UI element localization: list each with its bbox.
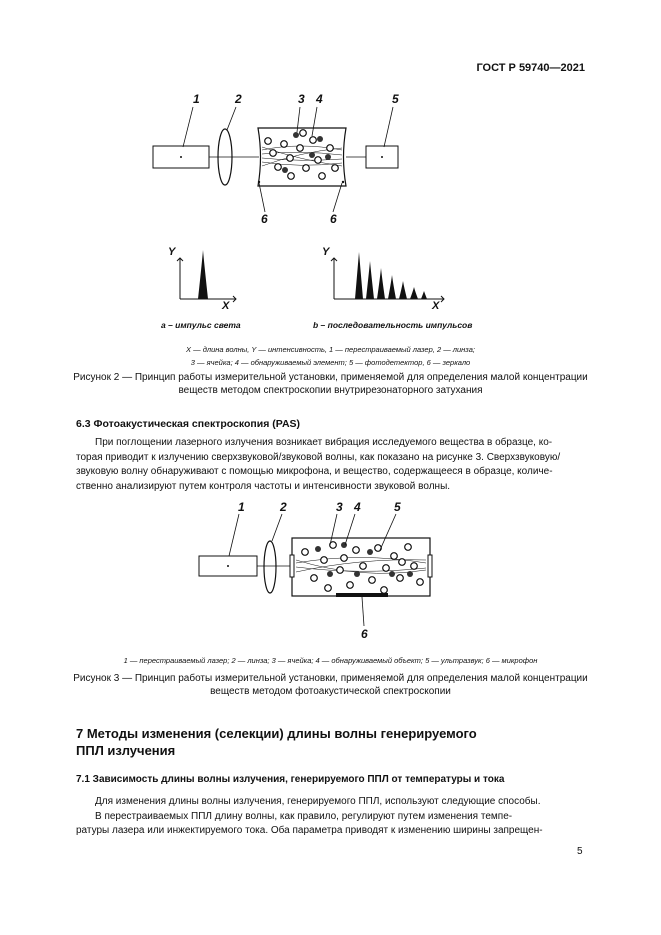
fig3-microphone [336, 593, 388, 597]
pulse-train [355, 252, 427, 299]
fig3-label-1: 1 [238, 500, 245, 514]
fig2b-x-axis-label: X [432, 300, 440, 312]
fig3-lens [264, 541, 276, 593]
fig2-caption: Рисунок 2 — Принцип работы измерительной установки, применяемой для определения малой концентрации веществ методом спектроскопии внутрирезонаторного затухания [73, 372, 588, 396]
document-header: ГОСТ Р 59740—2021 [476, 62, 585, 74]
fig3-legend: 1 — перестраиваемый лазер; 2 — линза; 3 — ячейка; 4 — обнаруживаемый объект; 5 — ультразвук; 6 — микрофон [123, 656, 538, 665]
section-6-3-paragraph: При поглощении лазерного излучения возникает вибрация исследуемого вещества в образце, ко- торая приводит к излучению сверхзвуковой/звуковой волны, как показано на рисунке 3. Сверхзвуковую/ звуковую волну обнаруживают с помощью микрофона, и вещество, содержащееся в образце, количе- ственно анализируют путем контроля частоты и интенсивности звуковой волны. [76, 437, 561, 492]
fig2a-x-axis-label: X [222, 300, 230, 312]
section-7-1-heading: 7.1 Зависимость длины волны излучения, генерируемого ППЛ от температуры и тока [76, 774, 505, 785]
fig2-label-4: 4 [316, 92, 323, 106]
fig2-label-1: 1 [193, 92, 200, 106]
fig2-label-5: 5 [392, 92, 399, 106]
section-6-3-heading: 6.3 Фотоакустическая спектроскопия (PAS) [76, 418, 301, 430]
fig3-label-5: 5 [394, 500, 401, 514]
fig2b-y-axis-label: Y [322, 246, 330, 258]
fig3-label-3: 3 [336, 500, 343, 514]
fig3-label-2: 2 [280, 500, 287, 514]
fig3-label-4: 4 [354, 500, 361, 514]
page-number: 5 [577, 846, 583, 857]
section-7-heading: 7 Методы изменения (селекции) длины волны генерируемого ППЛ излучения [76, 726, 477, 758]
light-pulse-peak [198, 250, 208, 299]
fig2-sub-caption-a: a – импульс света [161, 320, 241, 330]
fig2-sub-caption-b: b – последовательность импульсов [313, 320, 473, 330]
fig2-label-6-right: 6 [330, 212, 337, 226]
figure-3-diagram [0, 490, 661, 650]
fig2-label-6-left: 6 [261, 212, 268, 226]
fig2a-y-axis-label: Y [168, 246, 176, 258]
fig2-legend: X — длина волны, Y — интенсивность, 1 — перестраиваемый лазер, 2 — линза; 3 — ячейка; 4 — обнаруживаемый элемент; 5 — фотодетектор, 6 — зеркало [186, 345, 475, 367]
fig2-label-3: 3 [298, 92, 305, 106]
fig2-label-2: 2 [235, 92, 242, 106]
section-7-1-paragraphs: Для изменения длины волны излучения, генерируемого ППЛ, используют следующие способы. В перестраиваемых ППЛ длину волны, как правило, регулируют путем изменения темпе- ратуры лазера или инжектируемого тока. Оба параметра приводят к изменению ширины запрещен- [76, 796, 543, 836]
fig3-label-6: 6 [361, 627, 368, 641]
figure-2-diagram [0, 0, 661, 340]
fig3-caption: Рисунок 3 — Принцип работы измерительной установки, применяемой для определения малой концентрации веществ методом фотоакустической спектроскопии [73, 673, 588, 697]
